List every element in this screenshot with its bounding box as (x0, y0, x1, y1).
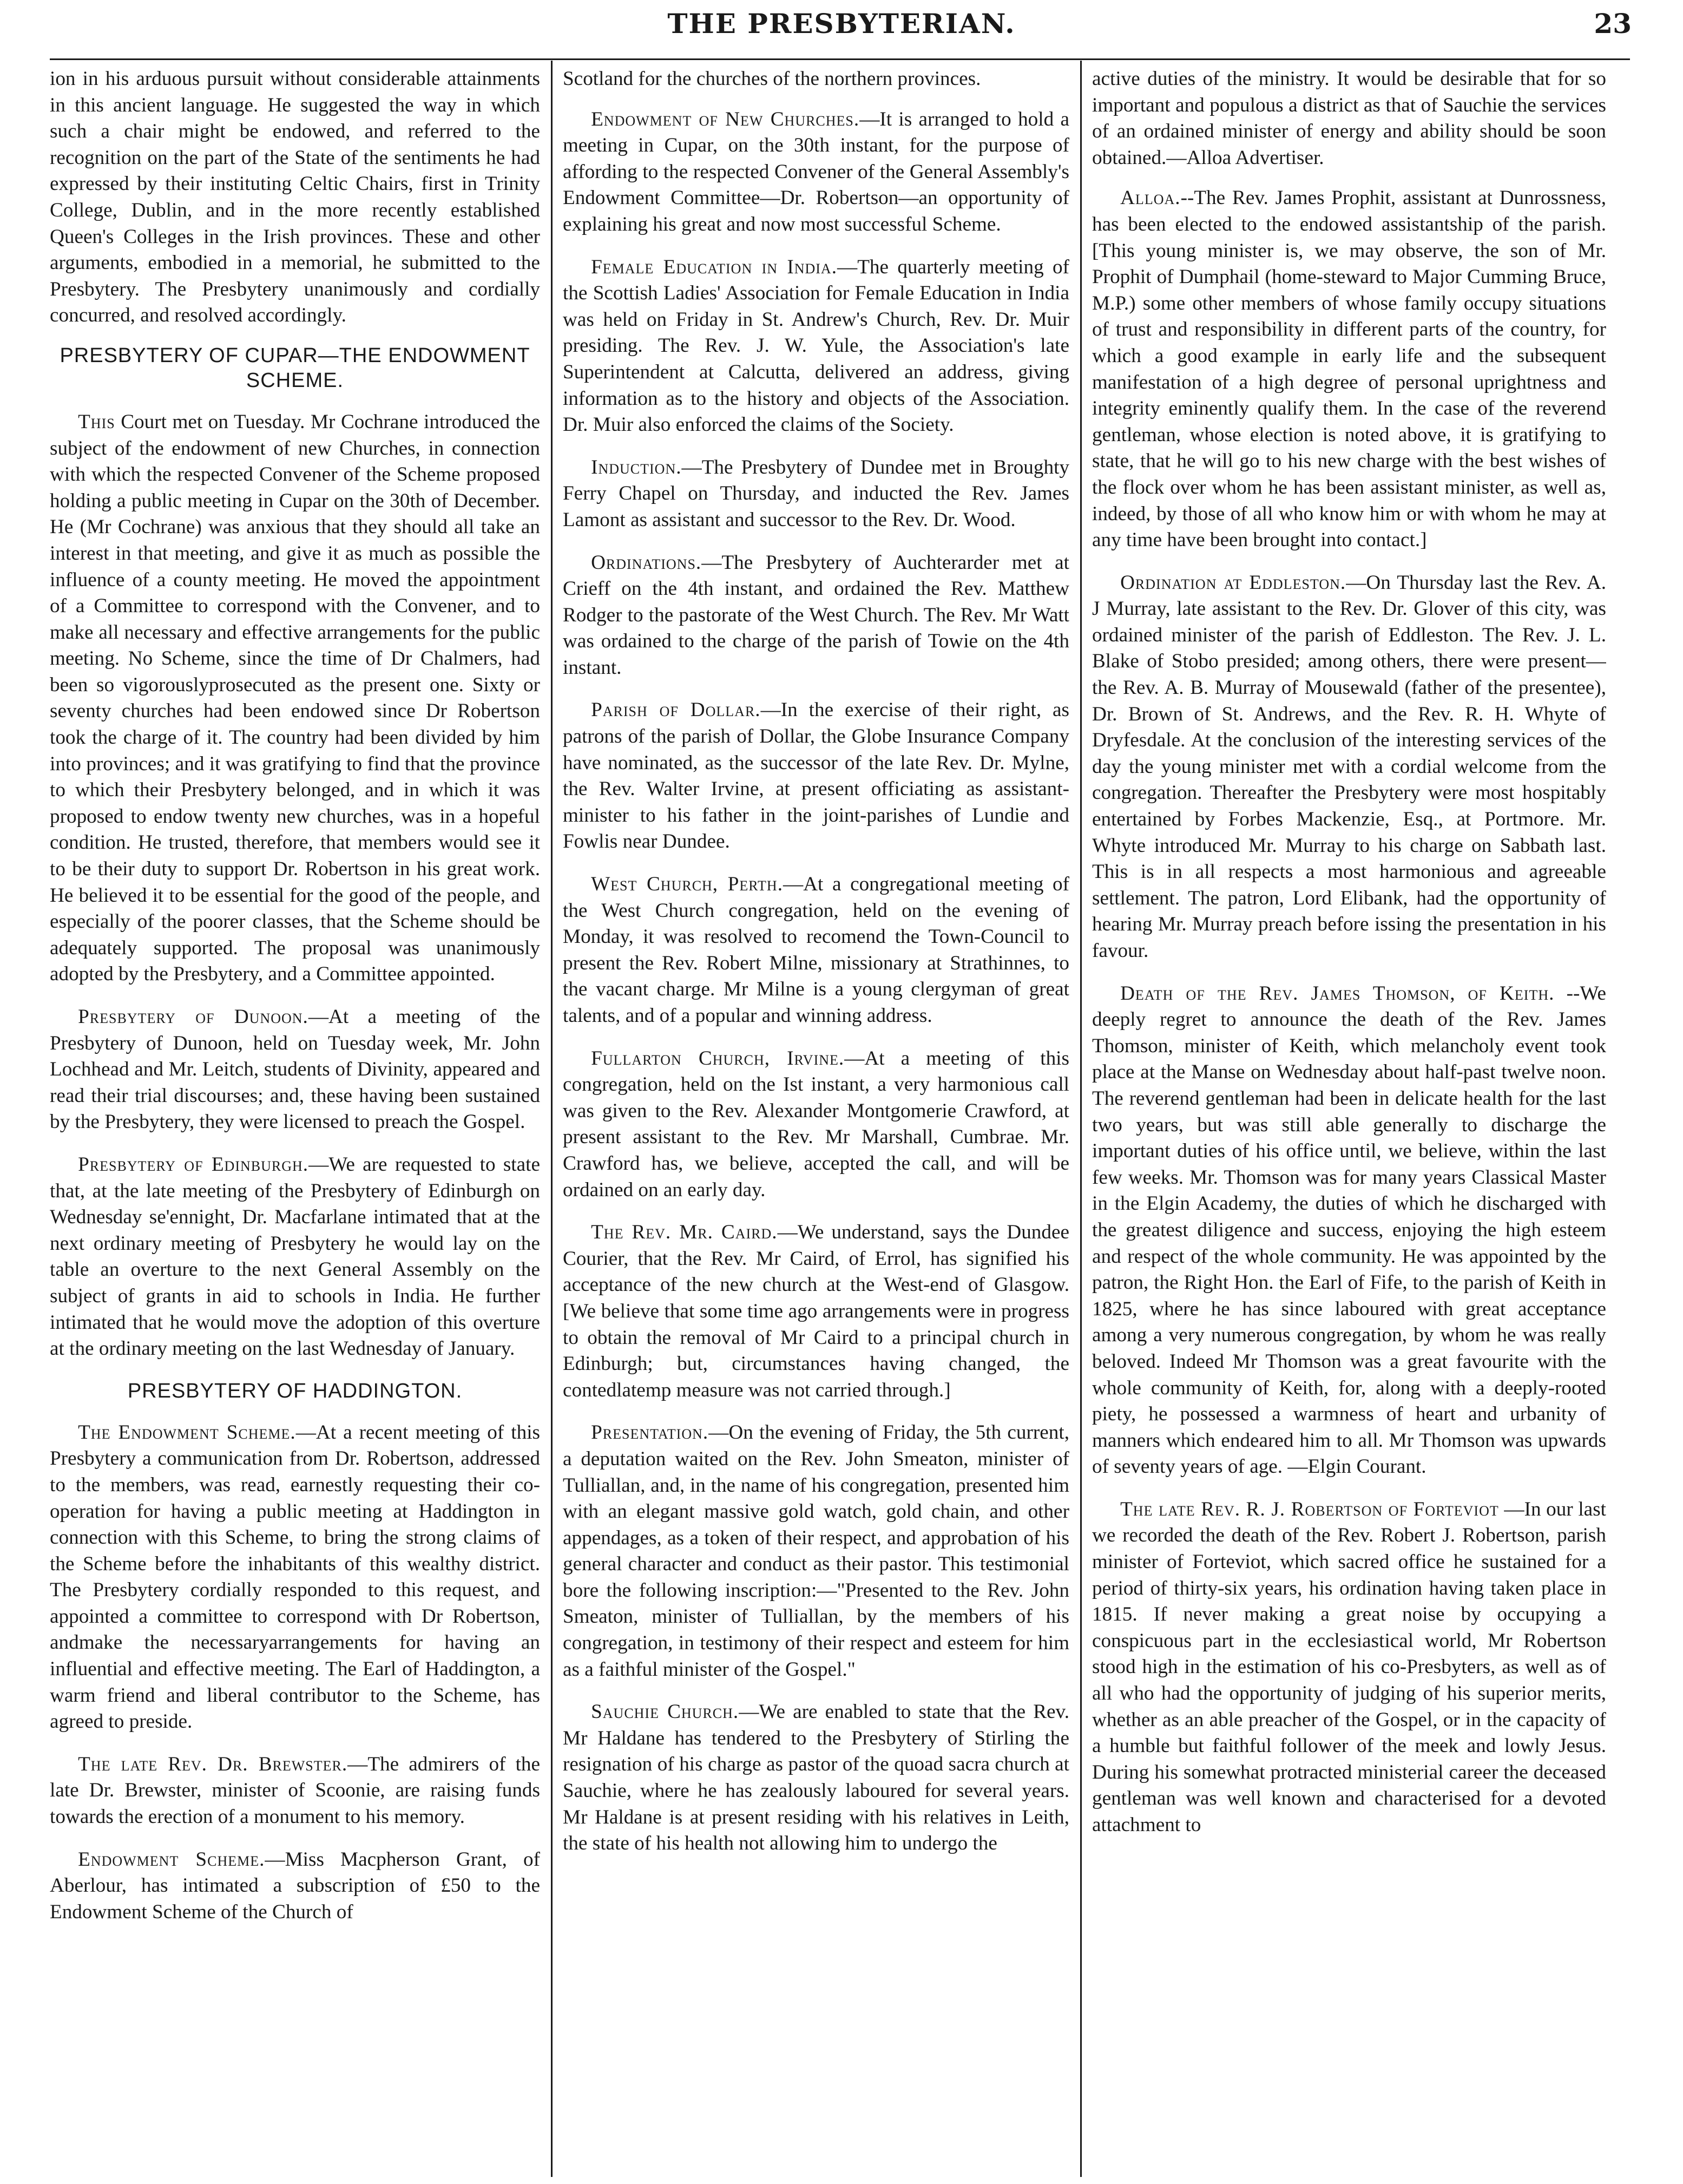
news-item (563, 871, 1069, 1029)
news-item (563, 1420, 1069, 1683)
item-body: --The Rev. James Prophit, assistant at Dunrossness, has been elected to the endowed assistantship of the parish. [This young minister is, we may observe, the son of Mr. Prophit of Dumphail (home-steward to Major Cumming Bruce, M.P.) some other members of whose family occupy situations of trust and responsibility in different parts of the country, for which a good example in early life and the subsequent manifestation of a high degree of personal uprightness and integrity eminently qualify them. In the case of the reverend gentleman, whose election is noted above, it is gratifying to state, that he will go to his new charge with the best wishes of the flock over whom he has been assistant minister, as well as, indeed, by those of all who know him or with whom he may at any time have been brought into contact.] (1092, 187, 1606, 552)
continued-paragraph (50, 66, 540, 329)
item-heading: Ordination at Eddleston. (1120, 571, 1346, 594)
item-heading: Endowment Scheme. (78, 1848, 265, 1871)
item-body: —At a recent meeting of this Presbytery a communication from Dr. Robertson, addressed to the members, was read, earnestly requesting their co-operation for having a public meeting at Haddington in connection with this Scheme, to bring the strong claims of the Scheme before the inhabitants of this wealthy district. The Presbytery cordially responded to this request, and appointed a committee to correspond with Dr Robertson, andmake the necessaryarrangements for having an influential and effective meeting. The Earl of Haddington, a warm friend and liberal contributor to the Scheme, has agreed to preside. (50, 1421, 540, 1733)
column-3 (1092, 66, 1606, 2177)
item-body: Scotland for the churches of the northern provinces. (563, 68, 981, 90)
item-body: —In our last we recorded the death of the Rev. Robert J. Robertson, parish minister of Forteviot, which sacred office he sustained for a period of thirty-six years, his ordination having taken place in 1815. If never making a great noise by occupying a conspicuous part in the ecclesiastical world, Mr Robertson stood high in the estimation of his co-Presbyters, as well as of all who had the opportunity of judging of his superior merits, whether as an able preacher of the Gospel, or in the capacity of a humble but faithful follower of the meek and lowly Jesus. During his somewhat protracted ministerial career the deceased gentleman was well known and characterised for a devoted attachment to (1092, 1498, 1606, 1836)
item-body: —On the evening of Friday, the 5th current, a deputation waited on the Rev. John Smeaton, minister of Tulliallan, and, in the name of his congregation, presented him with an elegant massive gold watch, gold chain, and other appendages, as a token of their respect, and approbation of his general character and conduct as their pastor. This testimonial bore the following inscription:—"Presented to the Rev. John Smeaton, minister of Tulliallan, by the members of his congregation, in testimony of their respect and esteem for him as a faithful minister of the Gospel." (563, 1421, 1069, 1681)
news-item (50, 1152, 540, 1362)
item-body: —On Thursday last the Rev. A. J Murray, late assistant to the Rev. Dr. Glover of this city, was ordained minister of the parish of Eddleston. The Rev. J. L. Blake of Stobo presided; among others, there were present—the Rev. A. B. Murray of Mousewald (father of the presentee), Dr. Brown of St. Andrews, and the Rev. R. H. Whyte of Dryfesdale. At the conclusion of the interesting services of the day the young minister met with a cordial welcome from the congregation. Thereafter the Presbytery were most hospitably entertained by Forbes Mackenzie, Esq., at Portmore. Mr. Whyte introduced Mr. Murray to his charge on Sabbath last. This is in all respects a most harmonious and agreeable settlement. The patron, Lord Elibank, had the opportunity of hearing Mr. Murray preach before issing the presentation in his favour. (1092, 571, 1606, 962)
item-body: —The Presbytery of Dundee met in Broughty Ferry Chapel on Thursday, and inducted the Rev. James Lamont as assistant and successor to the Rev. Dr. Wood. (563, 456, 1069, 531)
item-heading: This (78, 410, 115, 433)
section-heading: PRESBYTERY OF HADDINGTON. (127, 1379, 463, 1402)
item-body: —In the exercise of their right, as patrons of the parish of Dollar, the Globe Insurance Company have nominated, as the successor of the late Rev. Dr. Mylne, the Rev. Walter Irvine, at present officiating as assistant-minister to his father in the joint-parishes of Lundie and Fowlis near Dundee. (563, 699, 1069, 853)
page-number: 23 (1594, 8, 1632, 40)
item-body: —The quarterly meeting of the Scottish Ladies' Association for Female Education in India was held on Friday in St. Andrew's Church, Rev. Dr. Muir presiding. The Rev. J. W. Yule, the Association's late Superintendent at Calcutta, delivered an address, giving information as to the history and objects of the Association. Dr. Muir also enforced the claims of the Society. (563, 255, 1069, 436)
item-body: Court met on Tuesday. Mr Cochrane introduced the subject of the endowment of new Churches, in connection with which the respected Convener of the Scheme proposed holding a public meeting in Cupar on the 30th of December. He (Mr Cochrane) was anxious that they should all take an interest in that meeting, and give it as much as possible the influence of a county meeting. He moved the appointment of a Committee to correspond with the Convener, and to make all necessary and effective arrangements for the public meeting. No Scheme, since the time of Dr Chalmers, had been so vigorouslyprosecuted as the present one. Sixty or seventy churches had been endowed since Dr Robertson took the charge of it. The country had been divided by him into provinces; and it was gratifying to find that the province to which their Presbytery belonged, and in which it was proposed to endow twenty new churches, was in a hopeful condition. He trusted, therefore, that members would see it to be their duty to support Dr. Robertson in his great work. He believed it to be essential for the good of the people, and especially of the poorer classes, that the Scheme should be adequately supported. The proposal was unanimously adopted by the Presbytery, and a Committee appointed. (50, 410, 540, 986)
item-body: ion in his arduous pursuit without considerable attainments in this ancient language. He suggested the way in which such a chair might be endowed, and referred to the recognition on the part of the State of the sentiments he had expressed by their instituting Celtic Chairs, first in Trinity College, Dublin, and in the more recently established Queen's Colleges in the Irish provinces. These and other arguments, embodied in a memorial, he submitted to the Presbytery. The Presbytery unanimously and cordially concurred, and resolved accordingly. (50, 68, 540, 327)
section-heading: PRESBYTERY OF CUPAR—THE ENDOWMENT SCHEME. (60, 344, 530, 392)
item-body: —We understand, says the Dundee Courier, that the Rev. Mr Caird, of Errol, has signified his acceptance of the new church at the West-end of Glasgow. [We believe that some time ago arrangements were in progress to obtain the removal of Mr Caird to a principal church in Edinburgh; but, circumstances having changed, the contedlatemp measure was not carried through.] (563, 1221, 1069, 1401)
column-divider-2 (1080, 61, 1082, 2177)
item-heading: Endowment of New Churches. (591, 108, 860, 130)
item-heading: Alloa. (1120, 187, 1181, 209)
item-body: —The Presbytery of Auchterarder met at Crieff on the 4th instant, and ordained the Rev. Matthew Rodger to the pastorate of the West Church. The Rev. Mr Watt was ordained to the charge of the parish of Towie on the 4th instant. (563, 551, 1069, 679)
news-item (563, 1219, 1069, 1403)
item-heading: Induction. (591, 456, 682, 478)
item-heading: Female Education in India. (591, 255, 837, 278)
news-item (1092, 981, 1606, 1480)
header-rule (50, 58, 1630, 60)
item-heading: Sauchie Church. (591, 1701, 739, 1723)
news-item (50, 409, 540, 988)
item-heading: The late Rev. Dr. Brewster. (78, 1753, 348, 1775)
page-header (0, 0, 1683, 54)
news-item (50, 1004, 540, 1136)
item-heading: Presentation. (591, 1421, 709, 1444)
continued-paragraph (1092, 66, 1606, 171)
news-item (563, 455, 1069, 534)
news-item (563, 697, 1069, 855)
news-item (563, 1699, 1069, 1857)
item-heading: The Rev. Mr. Caird. (591, 1221, 778, 1244)
item-body: —At a meeting of the Presbytery of Dunoon, held on Tuesday week, Mr. John Lochhead and Mr. Leitch, students of Divinity, appeared and read their trial discourses; and, these having been sustained by the Presbytery, they were licensed to preach the Gospel. (50, 1006, 540, 1133)
news-item (563, 550, 1069, 681)
item-heading: Fullarton Church, Irvine. (591, 1047, 845, 1070)
news-item (563, 254, 1069, 438)
item-body: —Miss Macpherson Grant, of Aberlour, has intimated a subscription of £50 to the Endowment Scheme of the Church of (50, 1848, 540, 1923)
item-heading: Presbytery of Edinburgh. (78, 1153, 309, 1176)
item-body: --We deeply regret to announce the death of the Rev. James Thomson, minister of Keith, which melancholy event took place at the Manse on Wednesday about half-past twelve noon. The reverend gentleman had been in delicate health for the last two years, but was still able generally to discharge the important duties of his office until, we believe, within the last few weeks. Mr. Thomson was for many years Classical Master in the Elgin Academy, the duties of which he discharged with the greatest diligence and success, enjoying the high esteem and respect of the whole community. He was appointed by the patron, the Right Hon. the Earl of Fife, to the parish of Keith in 1825, where he has since laboured with great acceptance among a very numerous congregation, by whom he was really beloved. Indeed Mr Thomson was a great favourite with the whole community of Keith, for, along with a deeply-rooted piety, he possessed a warmness of heart and urbanity of manners which endeared him to all. Mr Thomson was upwards of seventy years of age. —Elgin Courant. (1092, 982, 1606, 1478)
item-heading: Death of the Rev. James Thomson, of Keith. (1120, 982, 1555, 1005)
news-item (50, 1420, 540, 1735)
item-heading: The late Rev. R. J. Robertson of Forteviot (1120, 1498, 1499, 1520)
item-heading: West Church, Perth. (591, 873, 783, 896)
item-body: —The admirers of the late Dr. Brewster, minister of Scoonie, are raising funds towards the erection of a monument to his memory. (50, 1753, 540, 1828)
column-1 (50, 66, 540, 2177)
item-body: active duties of the ministry. It would be desirable that for so important and populous a district as that of Sauchie the services of an ordained minister of energy and ability should be soon obtained.—Alloa Advertiser. (1092, 68, 1606, 169)
news-item (1092, 1497, 1606, 1839)
item-heading: Ordinations. (591, 551, 702, 574)
news-item (563, 1046, 1069, 1204)
item-body: —We are enabled to state that the Rev. Mr Haldane has tendered to the Presbytery of Stirling the resignation of his charge as pastor of the quoad sacra church at Sauchie, where he has zealously laboured for several years. Mr Haldane is at present residing with his relatives in Leith, the state of his health not allowing him to undergo the (563, 1701, 1069, 1855)
item-heading: Presbytery of Dunoon. (78, 1006, 308, 1028)
item-body: —At a meeting of this congregation, held on the Ist instant, a very harmonious call was given to the Rev. Alexander Montgomerie Crawford, at present assistant to the Rev. Mr Marshall, Cumbrae. Mr. Crawford has, we believe, accepted the call, and will be ordained on an early day. (563, 1047, 1069, 1201)
item-heading: The Endowment Scheme. (78, 1421, 296, 1444)
item-heading: Parish of Dollar. (591, 699, 761, 722)
column-divider-1 (551, 61, 553, 2177)
news-item (1092, 570, 1606, 965)
news-item (563, 107, 1069, 238)
item-body: —We are requested to state that, at the late meeting of the Presbytery of Edinburgh on Wednesday se'ennight, Dr. Macfarlane intimated that at the next ordinary meeting of Presbytery he would lay on the table an overture to the next General Assembly on the subject of grants in aid to schools in India. He further intimated that he would move the adoption of this overture at the ordinary meeting on the last Wednesday of January. (50, 1153, 540, 1360)
continued-paragraph (563, 66, 1069, 93)
news-item (1092, 185, 1606, 553)
item-body: —It is arranged to hold a meeting in Cupar, on the 30th instant, for the purpose of affording to the respected Convener of the General Assembly's Endowment Committee—Dr. Robertson—an opportunity of explaining his great and now most successful Scheme. (563, 108, 1069, 235)
journal-title: THE PRESBYTERIAN. (667, 8, 1016, 40)
column-2 (563, 66, 1069, 2177)
news-item (50, 1752, 540, 1831)
item-body: —At a congregational meeting of the West Church congregation, held on the evening of Monday, it was resolved to recomend the Town-Council to present the Rev. Robert Milne, missionary at Strathinnes, to the vacant charge. Mr Milne is a young clergyman of great talents, and of a popular and winning address. (563, 873, 1069, 1027)
news-item (50, 1847, 540, 1926)
